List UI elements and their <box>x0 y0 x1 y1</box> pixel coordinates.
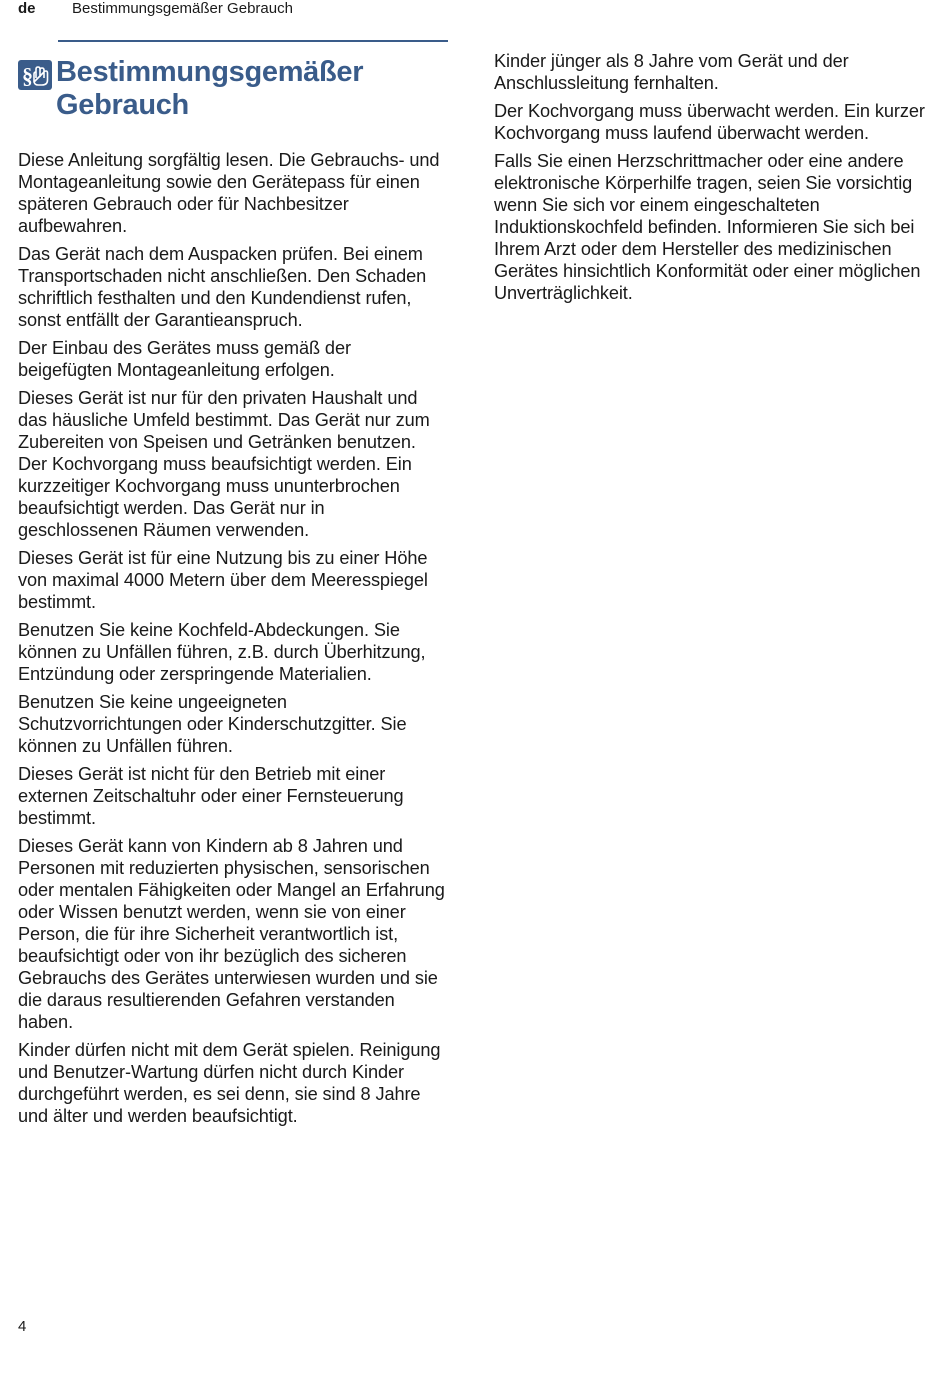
paragraph: Falls Sie einen Herzschrittmacher oder eine andere elektronische Körperhilfe tragen, seien Sie vorsichtig wenn Sie sich vor einem eingeschalteten Induktionskochfeld befinden. Informieren Sie sich bei Ihrem Arzt oder dem Hersteller des medizinischen Gerätes hinsichtlich Konformität oder einer möglichen Unverträglichkeit. <box>494 151 921 303</box>
paragraph: Dieses Gerät ist nur für den privaten Haushalt und das häusliche Umfeld bestimmt. Das Gerät nur zum Zubereiten von Speisen und Getränken benutzen. Der Kochvorgang muss beaufsichtigt werden. Ein kurzzeitiger Kochvorgang muss ununterbrochen beaufsichtigt werden. Das Gerät nur in geschlossenen Räumen verwenden. <box>18 388 430 540</box>
section-title-line-1: Bestimmungsgemäßer <box>56 56 364 88</box>
left-column <box>18 40 448 1133</box>
running-title: Bestimmungsgemäßer Gebrauch <box>72 0 293 17</box>
paragraph: Dieses Gerät ist nicht für den Betrieb mit einer externen Zeitschaltuhr oder einer Fernsteuerung bestimmt. <box>18 764 404 828</box>
paragraph: Dieses Gerät kann von Kindern ab 8 Jahren und Personen mit reduzierten physischen, sensorischen oder mentalen Fähigkeiten oder Mangel an Erfahrung oder Wissen benutzt werden, wenn sie von einer Person, die für ihre Sicherheit verantwortlich ist, beaufsichtigt oder von ihr bezüglich des sicheren Gebrauchs des Gerätes unterwiesen wurden und sie die daraus resultierenden Gefahren verstanden haben. <box>18 836 445 1032</box>
paragraph: Benutzen Sie keine Kochfeld-Abdeckungen. Sie können zu Unfällen führen, z.B. durch Überhitzung, Entzündung oder zerspringende Materialien. <box>18 620 426 684</box>
page-header <box>18 0 293 20</box>
right-column <box>494 50 929 310</box>
svg-text:§: § <box>22 63 33 88</box>
section-hand-icon <box>18 60 52 90</box>
section-title <box>18 56 448 122</box>
language-code: de <box>18 0 36 17</box>
paragraph: Der Kochvorgang muss überwacht werden. Ein kurzer Kochvorgang muss laufend überwacht werden. <box>494 101 925 143</box>
paragraph: Diese Anleitung sorgfältig lesen. Die Gebrauchs- und Montageanleitung sowie den Gerätepass für einen späteren Gebrauch oder für Nachbesitzer aufbewahren. <box>18 150 440 236</box>
paragraph: Kinder jünger als 8 Jahre vom Gerät und der Anschlussleitung fernhalten. <box>494 51 849 93</box>
page-number: 4 <box>18 1318 27 1335</box>
paragraph: Kinder dürfen nicht mit dem Gerät spielen. Reinigung und Benutzer-Wartung dürfen nicht durch Kinder durchgeführt werden, es sei denn, sie sind 8 Jahre und älter und werden beaufsichtigt. <box>18 1040 441 1126</box>
section-title-line-2: Gebrauch <box>56 89 189 121</box>
section-heading-block <box>18 42 448 122</box>
heading-rule <box>22 40 448 122</box>
paragraph: Dieses Gerät ist für eine Nutzung bis zu einer Höhe von maximal 4000 Metern über dem Meeresspiegel bestimmt. <box>18 548 428 612</box>
paragraph: Der Einbau des Gerätes muss gemäß der beigefügten Montageanleitung erfolgen. <box>18 338 351 380</box>
paragraph: Benutzen Sie keine ungeeigneten Schutzvorrichtungen oder Kinderschutzgitter. Sie können zu Unfällen führen. <box>18 692 407 756</box>
left-paragraphs <box>18 149 448 1127</box>
paragraph: Das Gerät nach dem Auspacken prüfen. Bei einem Transportschaden nicht anschließen. Den Schaden schriftlich festhalten und den Kundendienst rufen, sonst entfällt der Garantieanspruch. <box>18 244 427 330</box>
